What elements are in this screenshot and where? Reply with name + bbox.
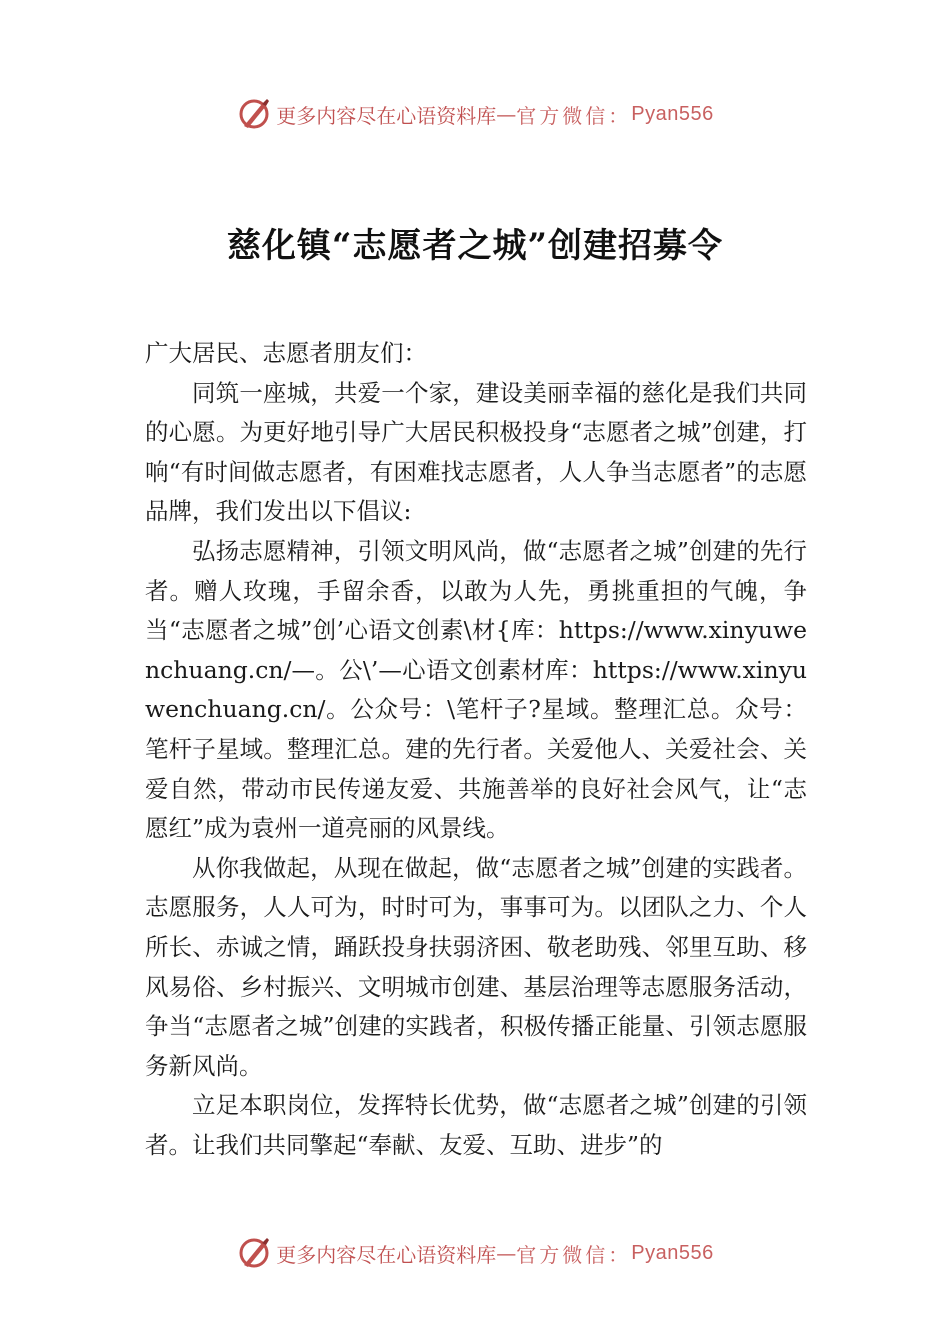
wechat-id: Pyan556 <box>631 102 714 125</box>
banner-text: 更多内容尽在心语资料库 <box>276 103 497 128</box>
banner-separator: — <box>496 102 517 126</box>
paragraph-4: 立足本职岗位，发挥特长优势，做“志愿者之城”创建的引领者。让我们共同擎起“奉献、友爱、互助、进步”的 <box>145 1091 807 1159</box>
paragraph-2: 弘扬志愿精神，引领文明风尚，做“志愿者之城”创建的先行者。赠人玫瑰，手留余香，以敢为人先，勇挑重担的气魄，争当“志愿者之城”创’心语文创素\材{库：https://www.xinyuwenchuang.cn/—。公\’—心语文创素材库：https://www.xinyuwenchuang.cn/。公众号：\笔杆子?星域。整理汇总。众号：笔杆子星域。整理汇总。建的先行者。关爱他人、关爱社会、关爱自然，带动市民传递友爱、共施善举的良好社会风气，让“志愿红”成为袁州一道亮丽的风景线。 <box>145 536 807 843</box>
paragraph-3: 从你我做起，从现在做起，做“志愿者之城”创建的实践者。志愿服务，人人可为，时时可为，事事可为。以团队之力、个人所长、赤诚之情，踊跃投身扶弱济困、敬老助残、邻里互助、移风易俗、乡村振兴、文明城市创建、基层治理等志愿服务活动，争当“志愿者之城”创建的实践者，积极传播正能量、引领志愿服务新风尚。 <box>145 853 807 1080</box>
wechat-label: 官方微信： <box>516 1242 632 1267</box>
wechat-label: 官方微信： <box>516 103 632 128</box>
header-banner <box>0 94 950 134</box>
banner-separator: — <box>496 1241 517 1265</box>
document-title: 慈化镇“志愿者之城”创建招募令 <box>226 226 724 266</box>
document-body <box>145 334 807 1165</box>
paragraph-1: 同筑一座城，共爱一个家，建设美丽幸福的慈化是我们共同的心愿。为更好地引导广大居民积极投身“志愿者之城”创建，打响“有时间做志愿者，有困难找志愿者，人人争当志愿者”的志愿品牌，我们发出以下倡议: <box>145 378 807 526</box>
pen-logo-icon <box>236 1235 272 1271</box>
wechat-id: Pyan556 <box>631 1241 714 1264</box>
footer-banner <box>0 1233 950 1273</box>
salutation: 广大居民、志愿者朋友们： <box>145 339 427 367</box>
banner-text: 更多内容尽在心语资料库 <box>276 1242 497 1267</box>
pen-logo-icon <box>236 96 272 132</box>
